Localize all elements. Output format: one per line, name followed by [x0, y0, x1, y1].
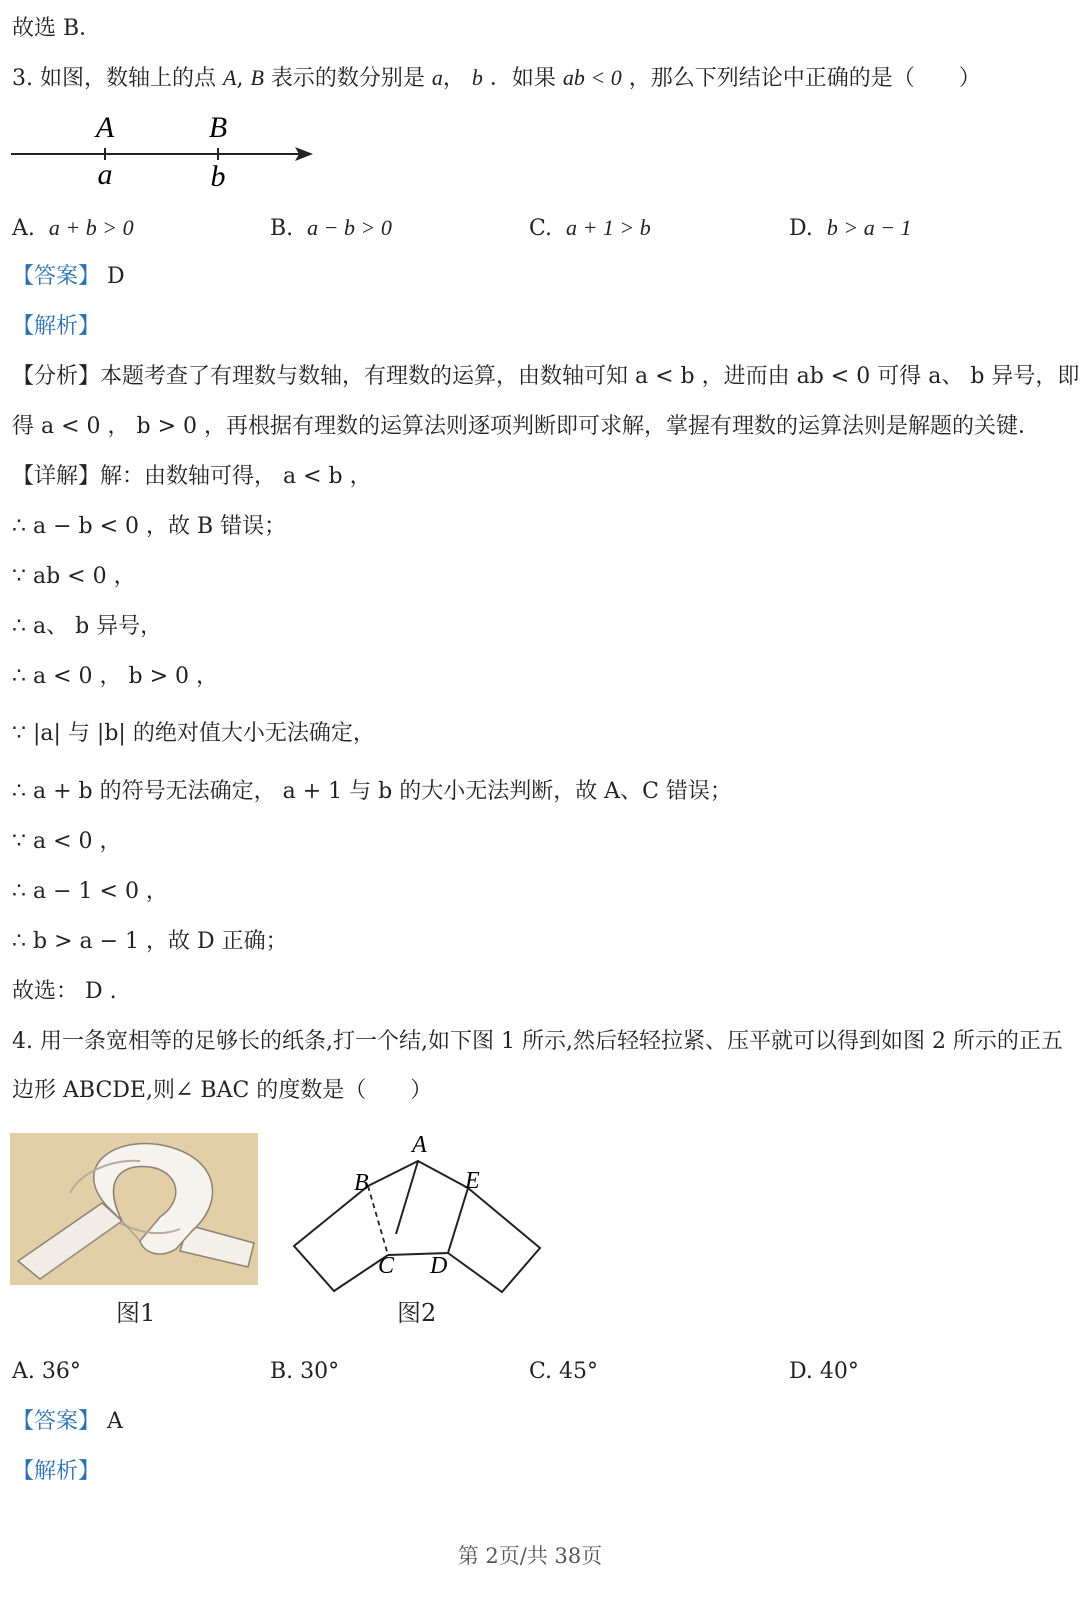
q3-step: ∴ a + b 的符号无法确定， a + 1 与 b 的大小无法判断，故 A、C 错误； — [12, 779, 732, 804]
q3-stem-point-b: B — [250, 65, 264, 90]
q4-option-c — [529, 1357, 598, 1387]
option-letter: C. — [529, 1359, 553, 1384]
q4-analysis-heading — [12, 1457, 100, 1487]
option-letter: D. — [789, 1359, 813, 1384]
dashed-segment-bc — [368, 1186, 388, 1255]
fenxi-tag: 【分析】 — [12, 364, 101, 389]
point-label-b: B — [208, 111, 228, 144]
page-footer: 第 2页/共 38页 — [457, 1544, 603, 1568]
q3-detail-line — [12, 462, 372, 492]
option-letter: C. — [529, 216, 553, 241]
option-expression: a + b > 0 — [48, 215, 134, 240]
q4-option-d — [789, 1357, 859, 1387]
option-value: 30° — [300, 1359, 340, 1384]
option-expression: a − b > 0 — [307, 215, 392, 240]
q4-option-b — [270, 1357, 339, 1387]
figure-2-caption: 图2 — [397, 1299, 437, 1327]
answer-tag: 【答案】 — [12, 264, 101, 289]
q3-step: ∵ |a| 与 |b| 的绝对值大小无法确定， — [12, 721, 375, 746]
value-label-b: b — [210, 160, 226, 193]
detail-text: 解：由数轴可得， a < b ， — [100, 464, 372, 489]
q4-stem-line-2: 边形 ABCDE,则∠ BAC 的度数是（ ） — [12, 1078, 433, 1103]
q3-step: ∴ a − 1 < 0 ， — [12, 879, 168, 904]
q3-stem — [12, 63, 981, 94]
q3-stem-mid: 表示的数分别是 — [263, 66, 432, 91]
point-label-a: A — [95, 111, 115, 144]
vertex-label-b: B — [354, 1170, 369, 1196]
q3-option-d — [789, 213, 912, 244]
option-value: 40° — [819, 1359, 859, 1384]
q3-stem-suffix: ，那么下列结论中正确的是（ ） — [621, 66, 981, 91]
q3-option-b — [270, 213, 392, 244]
q3-conclusion: 故选： D . — [12, 979, 117, 1004]
option-letter: A. — [12, 216, 35, 241]
q3-fenxi-line-1 — [12, 362, 1079, 392]
answer-value: D — [107, 264, 125, 289]
option-value: 36° — [41, 1359, 81, 1384]
q3-analysis-heading — [12, 312, 100, 342]
option-expression: b > a − 1 — [826, 215, 912, 240]
detail-tag: 【详解】 — [12, 464, 101, 489]
q3-stem-comma: , — [236, 66, 251, 91]
q3-stem-mid2: ．如果 — [482, 66, 563, 91]
q3-step: ∴ a < 0 ， b > 0 ， — [12, 664, 219, 689]
option-expression: a + 1 > b — [566, 215, 651, 240]
q3-option-a — [12, 213, 134, 244]
q3-stem-var-a: a — [431, 65, 443, 90]
q3-stem-condition: ab < 0 — [562, 65, 622, 90]
vertex-label-e: E — [465, 1168, 480, 1194]
vertex-label-a: A — [412, 1132, 427, 1158]
q3-step: ∴ b > a − 1 ，故 D 正确； — [12, 929, 288, 954]
option-letter: D. — [789, 216, 813, 241]
answer-tag: 【答案】 — [12, 1409, 101, 1434]
analysis-tag: 【解析】 — [12, 314, 101, 339]
option-letter: B. — [270, 1359, 294, 1384]
q3-option-c — [529, 213, 651, 244]
q3-step: ∵ a < 0 ， — [12, 829, 122, 854]
value-label-a: a — [97, 158, 113, 191]
option-letter: A. — [12, 1359, 35, 1384]
vertex-label-c: C — [378, 1253, 395, 1279]
q4-answer — [12, 1407, 123, 1437]
pentagon-knot-diagram — [290, 1128, 550, 1300]
q3-answer — [12, 262, 125, 292]
q3-step: ∴ a、 b 异号， — [12, 614, 163, 639]
q4-option-a — [12, 1357, 81, 1387]
option-letter: B. — [270, 216, 294, 241]
paper-knot-photo — [10, 1133, 258, 1285]
q3-stem-point-a: A — [222, 65, 237, 90]
q3-stem-prefix: 3. 如图，数轴上的点 — [12, 66, 223, 91]
analysis-tag: 【解析】 — [12, 1459, 101, 1484]
number-line-figure — [8, 108, 328, 198]
q3-fenxi-line-2: 得 a < 0 ， b > 0 ，再根据有理数的运算法则逐项判断即可求解，掌握有理数的运算法则是解题的关键． — [12, 414, 1041, 439]
q3-stem-comma2: ， — [442, 66, 472, 91]
answer-value: A — [107, 1409, 123, 1434]
q3-step: ∵ ab < 0 ， — [12, 564, 136, 589]
q4-stem-line-1: 4. 用一条宽相等的足够长的纸条,打一个结,如下图 1 所示,然后轻轻拉紧、压平就可以得到如图 2 所示的正五 — [12, 1029, 1063, 1054]
fenxi-text-1: 本题考查了有理数与数轴，有理数的运算，由数轴可知 a < b ，进而由 ab < 0 可得 a、 b 异号，即 — [100, 364, 1080, 389]
previous-conclusion: 故选 B． — [12, 16, 102, 41]
q3-stem-var-b: b — [471, 65, 483, 90]
vertex-label-d: D — [430, 1253, 448, 1279]
q3-step: ∴ a − b < 0 ，故 B 错误； — [12, 514, 287, 539]
option-value: 45° — [559, 1359, 599, 1384]
figure-1-caption: 图1 — [116, 1299, 156, 1327]
